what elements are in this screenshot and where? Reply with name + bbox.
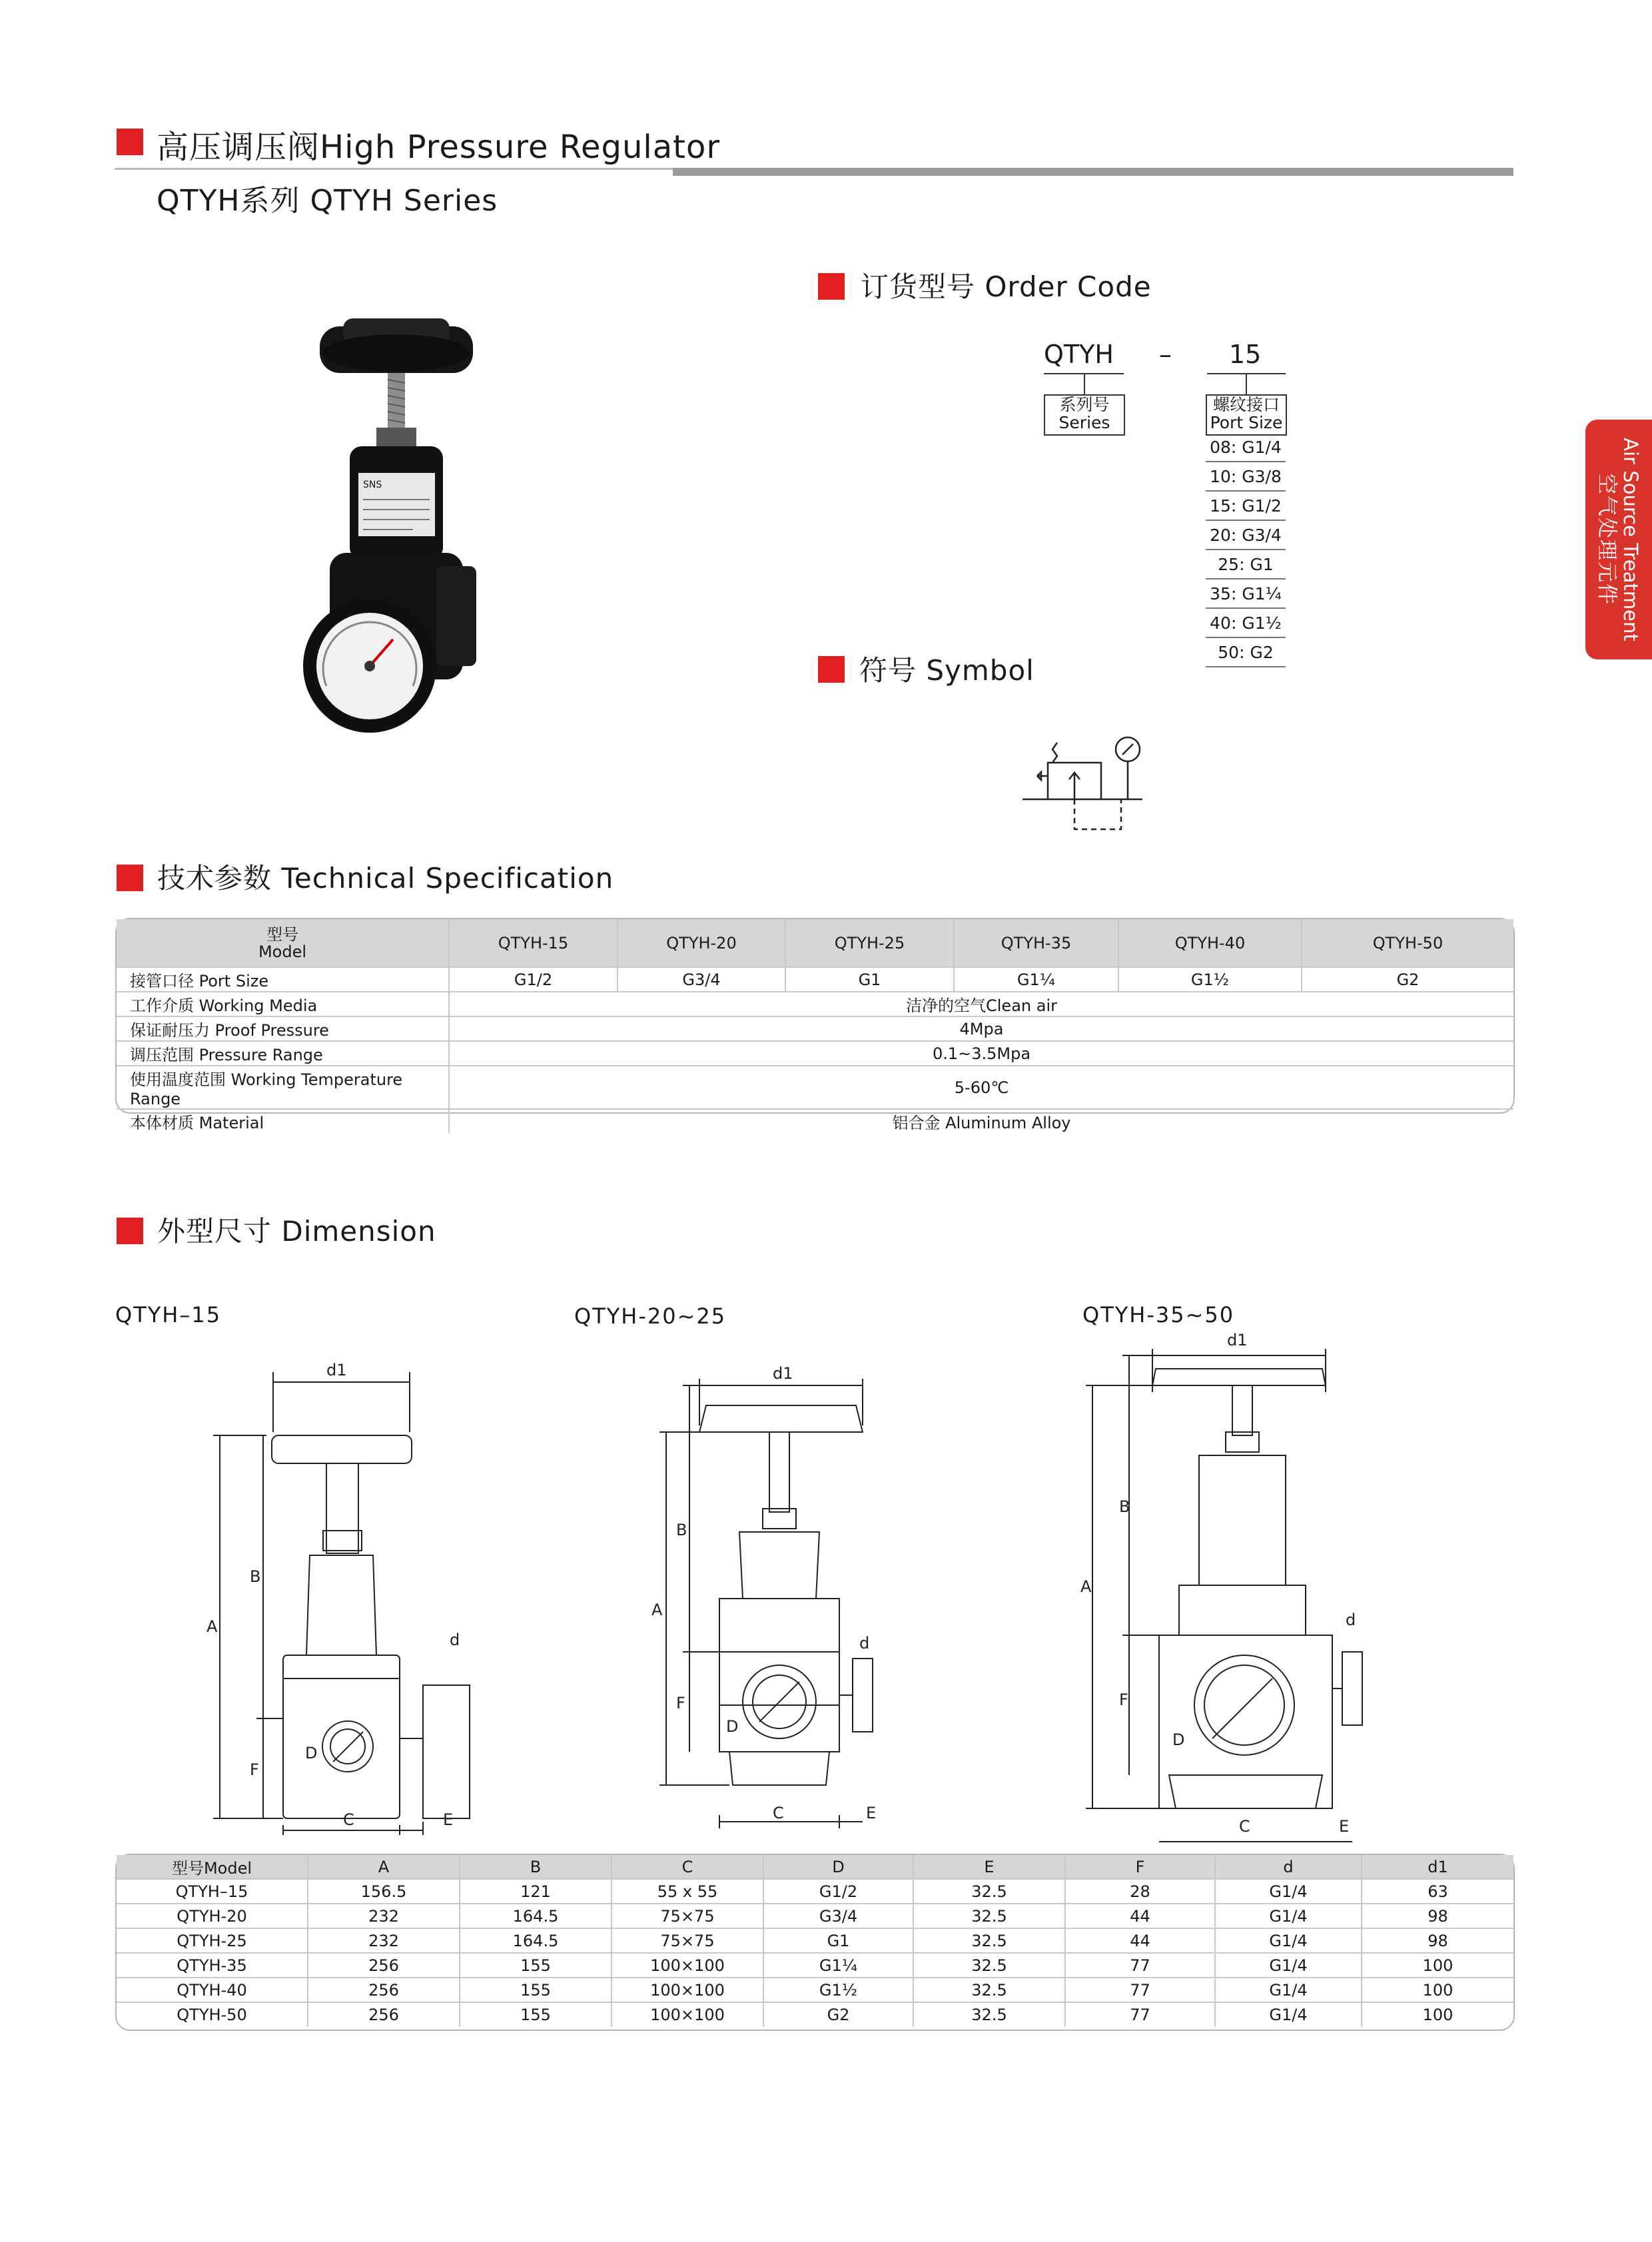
handwheel-knob <box>320 318 473 373</box>
port-cell: G1½ <box>1118 967 1302 992</box>
series-label-en: Series <box>1058 413 1110 432</box>
dim-cell: 256 <box>308 2002 460 2027</box>
port-option: 15: G1/2 <box>1206 493 1286 521</box>
svg-text:d: d <box>859 1634 870 1653</box>
tech-spec-table <box>115 918 1515 1132</box>
dim-cell: 55 x 55 <box>612 1879 763 1904</box>
svg-text:d: d <box>1346 1611 1356 1629</box>
dim-cell: 77 <box>1065 1978 1215 2002</box>
drawing-qtyh-15 <box>193 1359 513 1832</box>
brand-label: SNS <box>363 480 382 490</box>
svg-text:A: A <box>651 1601 663 1619</box>
tech-spec-heading: 技术参数 Technical Specification <box>157 862 614 895</box>
table-row <box>117 992 1513 1016</box>
dim-header: d <box>1215 1855 1362 1879</box>
pressure-gauge <box>303 599 436 733</box>
dim-header: A <box>308 1855 460 1879</box>
dim-header: E <box>913 1855 1065 1879</box>
dim-cell: 32.5 <box>913 1879 1065 1904</box>
table-row <box>117 1928 1513 1953</box>
model-col: QTYH-15 <box>449 919 618 967</box>
order-code-marker <box>818 273 845 300</box>
model-col: QTYH-35 <box>954 919 1118 967</box>
port-option: 40: G1½ <box>1206 610 1286 638</box>
dim-header: F <box>1065 1855 1215 1879</box>
dim-header: B <box>460 1855 612 1879</box>
port-option: 10: G3/8 <box>1206 464 1286 492</box>
dim-header: D <box>763 1855 913 1879</box>
side-tab-cn: 空气处理元件 <box>1595 473 1619 605</box>
row-label: 本体材质 Material <box>117 1109 449 1133</box>
port-option: 25: G1 <box>1206 552 1286 579</box>
order-dash: – <box>1159 340 1172 369</box>
row-value: 洁净的空气Clean air <box>449 992 1513 1016</box>
row-label: 工作介质 Working Media <box>117 992 449 1016</box>
model-header <box>117 919 449 967</box>
svg-text:D: D <box>726 1717 739 1736</box>
tech-spec-marker <box>117 865 143 891</box>
port-cell: G1¼ <box>954 967 1118 992</box>
dim-cell: G1/2 <box>763 1879 913 1904</box>
dim-cell: 100×100 <box>612 1978 763 2002</box>
dim-model-cell: QTYH-40 <box>117 1978 308 2002</box>
side-tab-en: Air Source Treatment <box>1619 438 1642 641</box>
drawing-qtyh-20-25 <box>639 1359 946 1838</box>
table-row <box>117 1016 1513 1041</box>
dim-model-cell: QTYH-50 <box>117 2002 308 2027</box>
dim-cell: 32.5 <box>913 1904 1065 1928</box>
dim-cell: 44 <box>1065 1904 1215 1928</box>
drawing-title: QTYH-20~25 <box>574 1304 727 1329</box>
svg-text:B: B <box>676 1521 687 1539</box>
svg-text:A: A <box>1080 1577 1092 1596</box>
port-cell: G3/4 <box>618 967 785 992</box>
svg-text:D: D <box>305 1744 318 1762</box>
dim-cell: 155 <box>460 1953 612 1978</box>
drawing-title: QTYH-35~50 <box>1082 1302 1235 1327</box>
dim-cell: 32.5 <box>913 1953 1065 1978</box>
svg-text:E: E <box>1339 1817 1350 1836</box>
regulator-symbol <box>1023 736 1156 843</box>
table-row <box>117 1904 1513 1928</box>
port-label-box <box>1206 394 1287 436</box>
dim-cell: G3/4 <box>763 1904 913 1928</box>
table-row <box>117 1109 1513 1133</box>
port-label-cn: 螺纹接口 <box>1212 395 1280 414</box>
dim-cell: G1/4 <box>1215 1904 1362 1928</box>
dim-cell: 100×100 <box>612 1953 763 1978</box>
series-connector <box>1084 374 1085 394</box>
model-col: QTYH-50 <box>1302 919 1513 967</box>
row-value: 0.1~3.5Mpa <box>449 1041 1513 1066</box>
table-row <box>117 967 1513 992</box>
dim-cell: 232 <box>308 1904 460 1928</box>
order-code-heading: 订货型号 Order Code <box>861 270 1152 303</box>
table-row <box>117 1953 1513 1978</box>
svg-text:C: C <box>1239 1817 1250 1836</box>
title-marker <box>117 129 143 155</box>
svg-text:B: B <box>1119 1497 1130 1516</box>
dim-header: d1 <box>1362 1855 1513 1879</box>
port-option: 35: G1¼ <box>1206 581 1286 609</box>
dim-cell: 155 <box>460 2002 612 2027</box>
row-label: 接管口径 Port Size <box>117 967 449 992</box>
dim-cell: 32.5 <box>913 1928 1065 1953</box>
dim-model-cell: QTYH-20 <box>117 1904 308 1928</box>
series-label-box <box>1044 394 1125 436</box>
dim-cell: 256 <box>308 1978 460 2002</box>
dim-cell: 63 <box>1362 1879 1513 1904</box>
dim-cell: G1 <box>763 1928 913 1953</box>
svg-text:F: F <box>250 1760 259 1779</box>
order-size-code: 15 <box>1229 340 1262 369</box>
port-cell: G1 <box>785 967 954 992</box>
dim-cell: 155 <box>460 1978 612 2002</box>
dim-cell: 164.5 <box>460 1928 612 1953</box>
svg-text:D: D <box>1172 1730 1185 1749</box>
dim-cell: 100×100 <box>612 2002 763 2027</box>
row-value: 5-60℃ <box>449 1066 1513 1109</box>
model-header-en: Model <box>258 942 307 961</box>
svg-text:E: E <box>443 1810 454 1829</box>
dim-cell: 256 <box>308 1953 460 1978</box>
symbol-marker <box>818 656 845 683</box>
row-label: 调压范围 Pressure Range <box>117 1041 449 1066</box>
table-row <box>117 1879 1513 1904</box>
dim-cell: 28 <box>1065 1879 1215 1904</box>
row-label: 使用温度范围 Working Temperature Range <box>117 1066 449 1109</box>
dim-cell: 156.5 <box>308 1879 460 1904</box>
svg-text:d1: d1 <box>326 1361 347 1379</box>
svg-text:B: B <box>250 1567 261 1586</box>
svg-text:d: d <box>450 1631 460 1649</box>
svg-text:d1: d1 <box>773 1364 793 1383</box>
dim-cell: 100 <box>1422 2006 1453 2024</box>
series-label-cn: 系列号 <box>1059 395 1110 414</box>
dimension-table <box>115 1854 1515 2031</box>
dim-cell: 77 <box>1065 2002 1215 2027</box>
size-connector <box>1246 374 1247 394</box>
symbol-heading: 符号 Symbol <box>859 654 1034 687</box>
dimension-marker <box>117 1218 143 1244</box>
port-option: 08: G1/4 <box>1206 434 1286 462</box>
table-row <box>117 2002 1513 2027</box>
order-series-code: QTYH <box>1044 340 1114 369</box>
table-row <box>117 1978 1513 2002</box>
row-value: 铝合金 Aluminum Alloy <box>892 1114 1071 1132</box>
model-col: QTYH-25 <box>785 919 954 967</box>
port-label-en: Port Size <box>1210 413 1283 432</box>
svg-text:F: F <box>1119 1690 1128 1709</box>
dim-cell: G1½ <box>763 1978 913 2002</box>
dim-cell: 121 <box>460 1879 612 1904</box>
dim-cell: G1/4 <box>1215 1953 1362 1978</box>
dim-model-cell: QTYH-25 <box>117 1928 308 1953</box>
dim-cell: 164.5 <box>460 1904 612 1928</box>
dim-model-cell: QTYH-35 <box>117 1953 308 1978</box>
dimension-heading: 外型尺寸 Dimension <box>157 1215 436 1248</box>
drawing-title: QTYH–15 <box>115 1302 222 1327</box>
port-option: 50: G2 <box>1206 639 1286 667</box>
dim-model-cell: QTYH–15 <box>117 1879 308 1904</box>
svg-text:C: C <box>343 1810 354 1829</box>
dim-cell: 44 <box>1065 1928 1215 1953</box>
dim-cell: 100 <box>1362 1978 1513 2002</box>
table-row <box>117 1066 1513 1109</box>
title-rule-thick <box>673 168 1513 176</box>
row-label: 保证耐压力 Proof Pressure <box>117 1016 449 1041</box>
row-value: 4Mpa <box>449 1016 1513 1041</box>
dim-cell: G1/4 <box>1215 1978 1362 2002</box>
dim-cell: 98 <box>1362 1928 1513 1953</box>
table-row <box>117 1041 1513 1066</box>
dim-cell: G1/4 <box>1215 1879 1362 1904</box>
model-header-cn: 型号 <box>266 925 298 944</box>
product-photo <box>293 313 506 753</box>
dim-cell: G2 <box>763 2002 913 2027</box>
svg-text:C: C <box>773 1804 784 1822</box>
dim-header: C <box>612 1855 763 1879</box>
dim-cell: 98 <box>1362 1904 1513 1928</box>
dim-cell: 32.5 <box>913 1978 1065 2002</box>
dim-cell: 232 <box>308 1928 460 1953</box>
page-subtitle: QTYH系列 QTYH Series <box>157 184 498 218</box>
model-col: QTYH-20 <box>618 919 785 967</box>
dim-cell: 77 <box>1065 1953 1215 1978</box>
side-category-tab[interactable] <box>1585 420 1652 659</box>
dim-cell: G1¼ <box>763 1953 913 1978</box>
svg-text:d1: d1 <box>1227 1331 1248 1349</box>
svg-text:E: E <box>866 1804 877 1822</box>
model-col: QTYH-40 <box>1118 919 1302 967</box>
drawing-qtyh-35-50 <box>1072 1332 1419 1845</box>
dim-cell: G1/4 <box>1215 1928 1362 1953</box>
page-title: 高压调压阀High Pressure Regulator <box>157 129 721 166</box>
dim-cell: 75×75 <box>612 1928 763 1953</box>
port-cell: G2 <box>1302 967 1513 992</box>
dim-cell: 32.5 <box>913 2002 1065 2027</box>
dim-header: 型号Model <box>117 1855 308 1879</box>
port-cell: G1/2 <box>449 967 618 992</box>
dim-cell: 100 <box>1362 1953 1513 1978</box>
port-option: 20: G3/4 <box>1206 522 1286 550</box>
svg-text:A: A <box>206 1617 218 1636</box>
svg-text:F: F <box>676 1694 685 1712</box>
dim-cell: 75×75 <box>612 1904 763 1928</box>
dim-cell: G1/4 <box>1215 2002 1362 2027</box>
